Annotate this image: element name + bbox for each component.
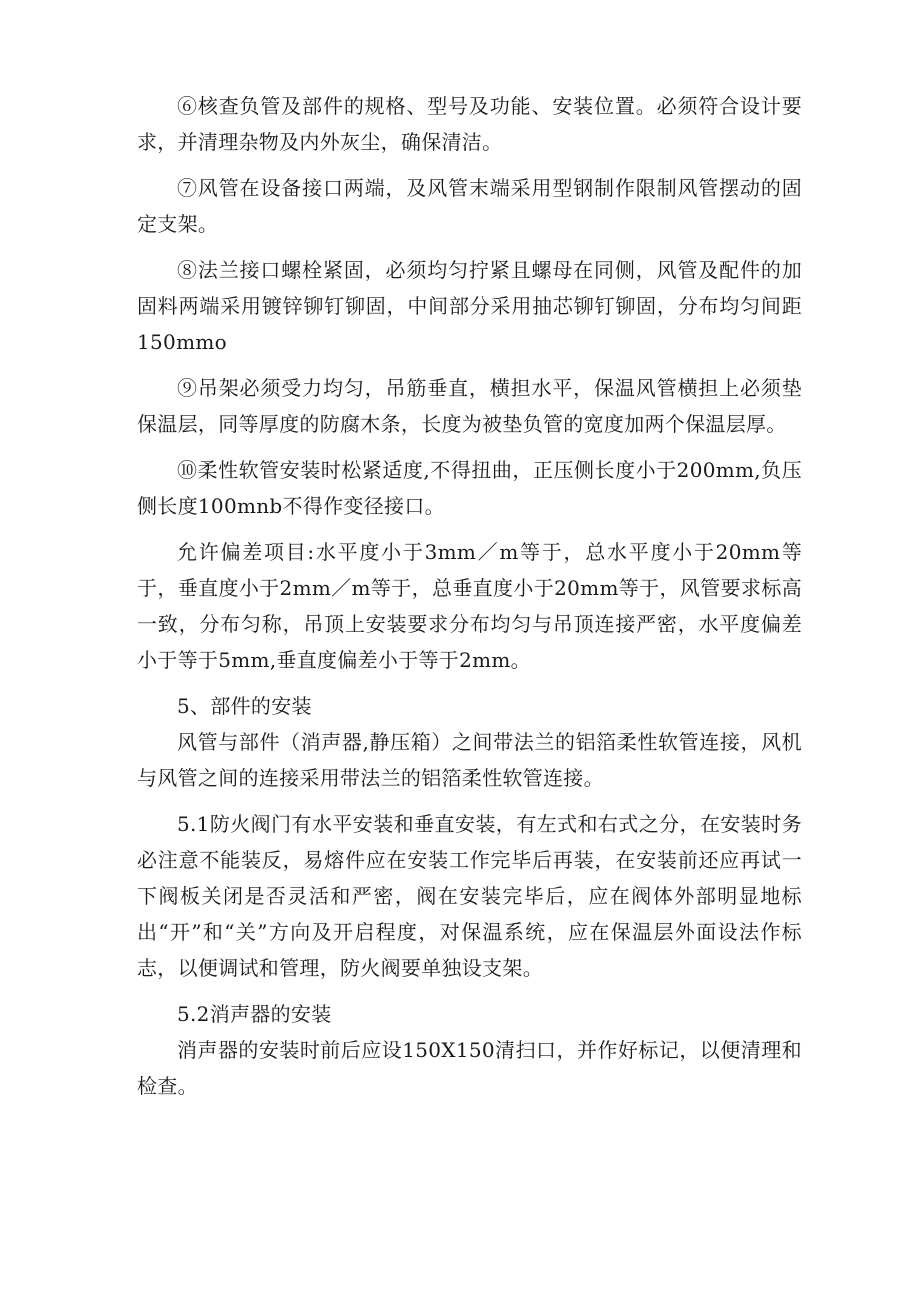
section-5-paragraph: 风管与部件（消声器,静压箱）之间带法兰的铝箔柔性软管连接，风机与风管之间的连接采用带法兰的铝箔柔性软管连接。 — [137, 730, 802, 790]
paragraph-allowed-deviation: 允许偏差项目:水平度小于3mm／m等于，总水平度小于20mm等于，垂直度小于2mm／m等于，总垂直度小于20mm等于，风管要求标高一致，分布匀称，吊顶上安装要求分布均匀与吊顶连接严密，水平度偏差小于等于5mm,垂直度偏差小于等于2mm。 — [137, 540, 802, 672]
section-5-2-heading: 5.2消声器的安装 — [177, 1002, 332, 1026]
document-page — [137, 88, 802, 1104]
paragraph-item-9: ⑨吊架必须受力均匀，吊筋垂直，横担水平，保温风管横担上必须垫保温层，同等厚度的防腐木条，长度为被垫负管的宽度加两个保温层厚。 — [137, 376, 802, 436]
paragraph-item-6: ⑥核查负管及部件的规格、型号及功能、安装位置。必须符合设计要求，并清理杂物及内外灰尘，确保清洁。 — [137, 94, 802, 154]
section-5-2-paragraph: 消声器的安装时前后应设150X150清扫口，并作好标记，以便清理和检查。 — [137, 1038, 802, 1098]
section-5-heading: 5、部件的安装 — [177, 694, 312, 718]
paragraph-item-10: ⑩柔性软管安装时松紧适度,不得扭曲，正压侧长度小于200mm,负压侧长度100mnb不得作变径接口。 — [137, 458, 802, 518]
paragraph-item-8: ⑧法兰接口螺栓紧固，必须均匀拧紧且螺母在同侧，风管及配件的加固料两端采用镀锌铆钉铆固，中间部分采用抽芯铆钉铆固，分布均匀间距150mmo — [137, 258, 802, 354]
section-5-1-paragraph: 5.1防火阀门有水平安装和垂直安装，有左式和右式之分，在安装时务必注意不能装反，易熔件应在安装工作完毕后再装，在安装前还应再试一下阀板关闭是否灵活和严密，阀在安装完毕后，应在阀体外部明显地标出“开”和“关”方向及开启程度，对保温系统，应在保温层外面设法作标志，以便调试和管理，防火阀要单独设支架。 — [137, 812, 802, 980]
paragraph-item-7: ⑦风管在设备接口两端，及风管末端采用型钢制作限制风管摆动的固定支架。 — [137, 176, 802, 236]
